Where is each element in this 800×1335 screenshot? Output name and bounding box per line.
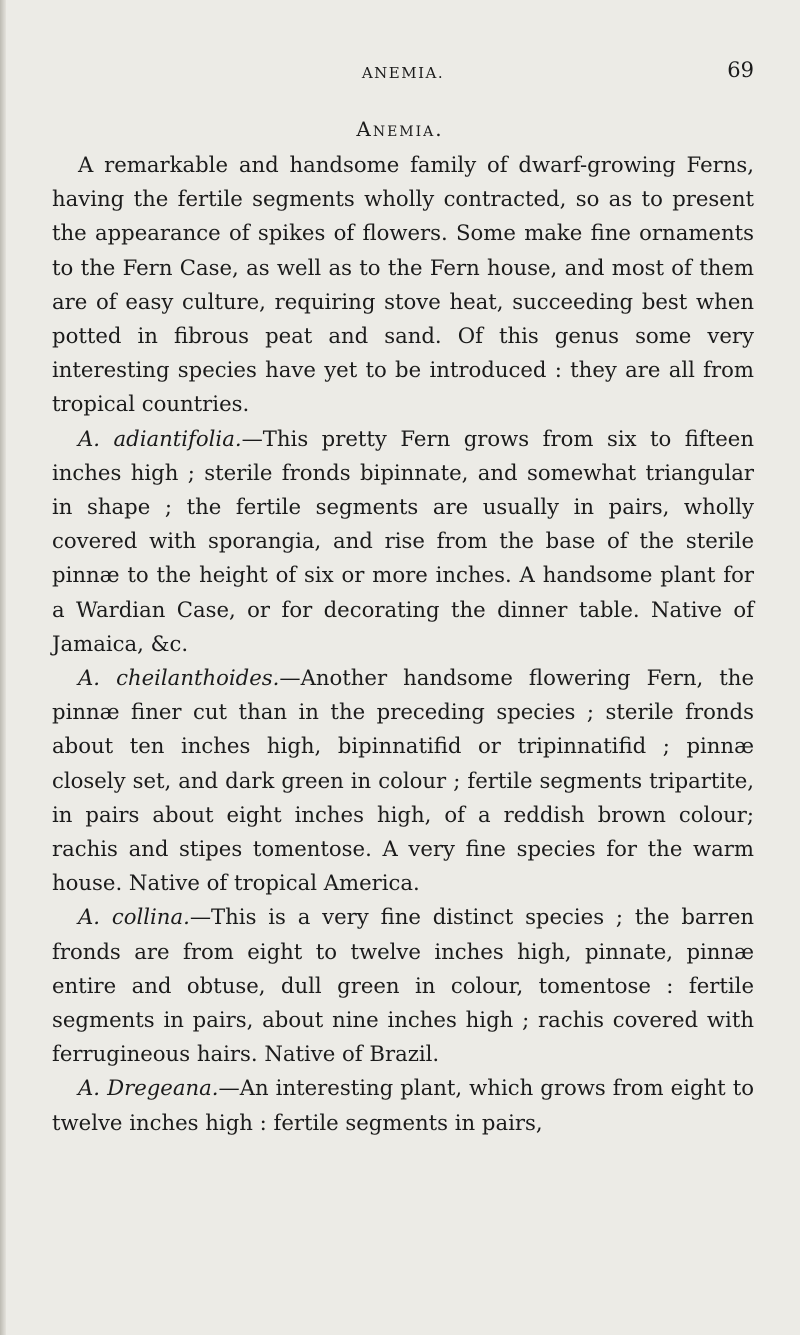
paragraph-text: —This pretty Fern grows from six to fifteen inches high ; sterile fronds bipinnate, and somewhat triangular in shape ; the fertile segments are usually in pairs, wholly covered with sporangia, and rise from the base of the sterile pinnæ to the height of six or more inches. A handsome plant for a Wardian Case, or for decorating the dinner table. Native of Jamaica, &c.	[52, 425, 754, 656]
species-name: A. cheilanthoides.	[78, 665, 280, 691]
intro-paragraph	[52, 148, 754, 422]
species-name: A. collina.	[78, 904, 190, 930]
species-paragraph	[52, 900, 754, 1071]
species-name: A. adiantifolia.	[78, 425, 242, 451]
paragraph-text: —Another handsome flowering Fern, the pinnæ finer cut than in the preceding species ; sterile fronds about ten inches high, bipinnatifid or tripinnatifid ; pinnæ closely set, and dark green in colour ; fertile segments tripartite, in pairs about eight inches high, of a reddish brown colour; rachis and stipes tomentose. A very fine species for the warm house. Native of tropical America.	[52, 665, 754, 896]
page-number: 69	[727, 58, 754, 82]
running-title: ANEMIA.	[361, 64, 445, 82]
body-text	[52, 148, 754, 1140]
binding-edge	[0, 0, 6, 1335]
section-heading: Anemia.	[356, 117, 444, 141]
paragraph-text: —This is a very fine distinct species ; the barren fronds are from eight to twelve inches high, pinnate, pinnæ entire and obtuse, dull green in colour, tomentose : fertile segments in pairs, about nine inches high ; rachis covered with ferrugineous hairs. Native of Brazil.	[52, 904, 755, 1067]
species-paragraph	[52, 661, 754, 900]
paragraph-text: A remarkable and handsome family of dwarf-growing Ferns, having the fertile segments wholly contracted, so as to present the appearance of spikes of flowers. Some make fine ornaments to the Fern Case, as well as to the Fern house, and most of them are of easy culture, requiring stove heat, succeeding best when potted in fibrous peat and sand. Of this genus some very interesting species have yet to be introduced : they are all from tropical countries.	[52, 152, 754, 417]
species-paragraph	[52, 1071, 754, 1139]
species-name: A. Dregeana.	[78, 1075, 219, 1101]
paragraph-text: —An interesting plant, which grows from eight to twelve inches high : fertile segments in pairs,	[52, 1075, 755, 1135]
species-paragraph	[52, 422, 754, 661]
running-head	[52, 58, 754, 88]
